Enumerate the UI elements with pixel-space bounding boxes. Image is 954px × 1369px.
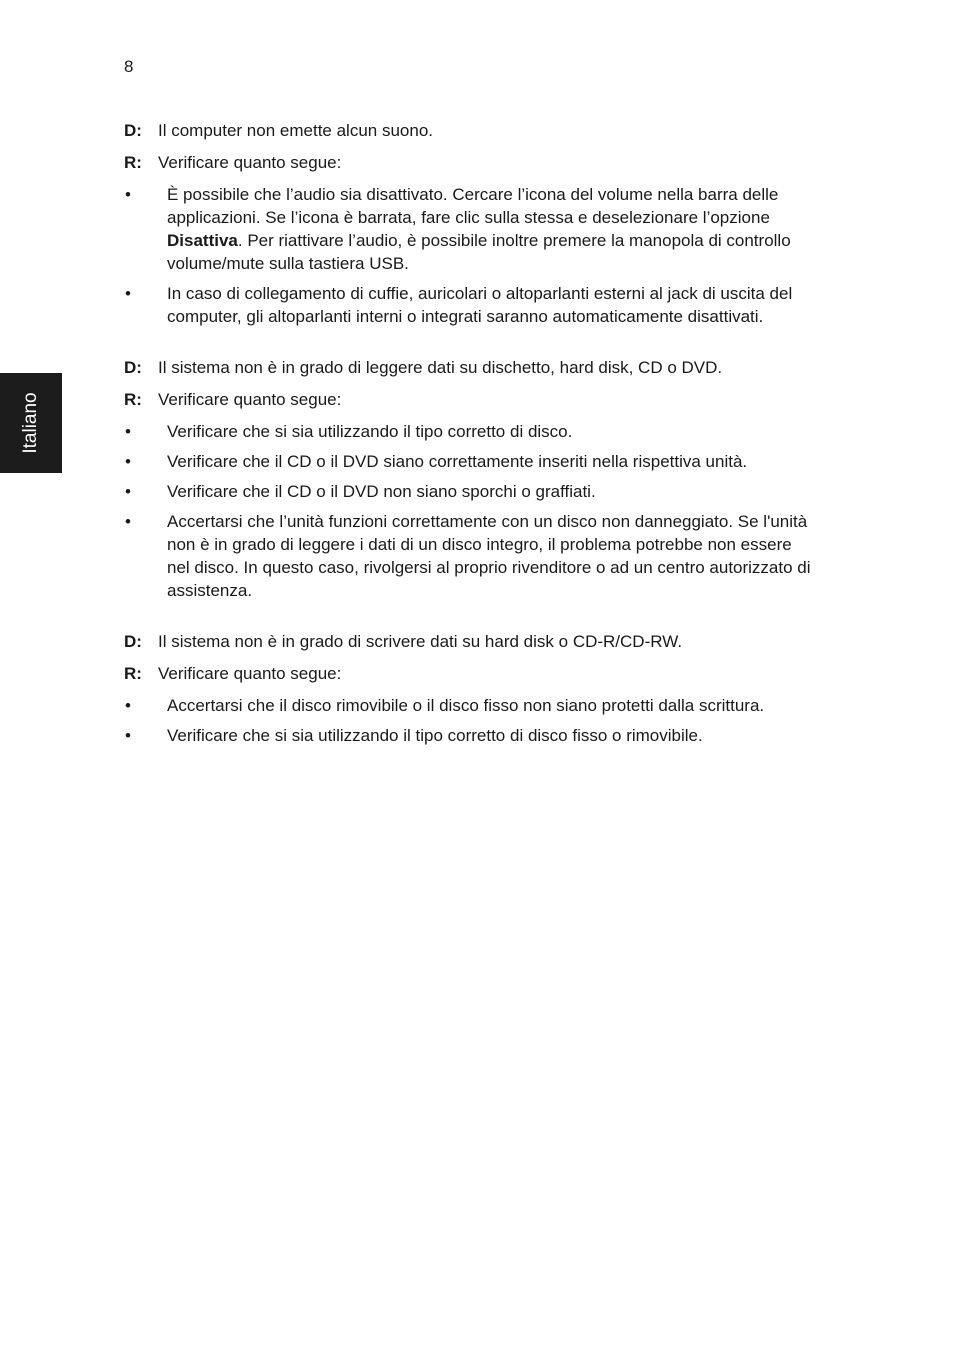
bullet-icon: •	[125, 452, 131, 471]
faq-content	[124, 119, 814, 775]
page-number: 8	[124, 57, 134, 76]
question-tag: D:	[124, 632, 142, 651]
answer-text: Verificare quanto segue:	[158, 390, 342, 409]
bullet-text: Verificare che si sia utilizzando il tipo corretto di disco.	[167, 422, 573, 441]
bullet-text: Verificare che il CD o il DVD non siano sporchi o graffiati.	[167, 482, 596, 501]
question-text: Il computer non emette alcun suono.	[158, 121, 433, 140]
question-tag: D:	[124, 358, 142, 377]
bullet-list	[124, 694, 814, 747]
question-line	[124, 356, 814, 379]
list-item	[124, 282, 814, 328]
bullet-icon: •	[125, 512, 131, 531]
bullet-text: In caso di collegamento di cuffie, auricolari o altoparlanti esterni al jack di uscita del computer, gli altoparlanti interni o integrati saranno automaticamente disattivati.	[167, 284, 793, 326]
bullet-icon: •	[125, 696, 131, 715]
qa-section-read-disc	[124, 356, 814, 602]
question-line	[124, 119, 814, 142]
question-text: Il sistema non è in grado di scrivere dati su hard disk o CD-R/CD-RW.	[158, 632, 683, 651]
bullet-list	[124, 420, 814, 602]
answer-text: Verificare quanto segue:	[158, 153, 342, 172]
bullet-text: Verificare che si sia utilizzando il tipo corretto di disco fisso o rimovibile.	[167, 726, 703, 745]
question-text: Il sistema non è in grado di leggere dati su dischetto, hard disk, CD o DVD.	[158, 358, 723, 377]
bold-option-name: Disattiva	[167, 231, 238, 250]
list-item	[124, 480, 814, 503]
list-item	[124, 724, 814, 747]
answer-text: Verificare quanto segue:	[158, 664, 342, 683]
list-item	[124, 183, 814, 275]
answer-line	[124, 151, 814, 174]
side-tab-label: Italiano	[20, 392, 41, 454]
answer-line	[124, 388, 814, 411]
bullet-icon: •	[125, 185, 131, 204]
bullet-text-part: È possibile che l’audio sia disattivato. Cercare l’icona del volume nella barra delle applicazioni. Se l’icona è barrata, fare clic sulla stessa e deselezionare l’opzione	[167, 185, 779, 227]
answer-tag: R:	[124, 153, 142, 172]
question-tag: D:	[124, 121, 142, 140]
bullet-icon: •	[125, 726, 131, 745]
list-item	[124, 420, 814, 443]
bullet-list	[124, 183, 814, 328]
bullet-text: Accertarsi che l’unità funzioni correttamente con un disco non danneggiato. Se l'unità non è in grado di leggere i dati di un disco integro, il problema potrebbe non essere nel disco. In questo caso, rivolgersi al proprio rivenditore o ad un centro autorizzato di assistenza.	[167, 512, 811, 600]
bullet-icon: •	[125, 422, 131, 441]
list-item	[124, 694, 814, 717]
bullet-icon: •	[125, 284, 131, 303]
answer-tag: R:	[124, 390, 142, 409]
answer-line	[124, 662, 814, 685]
list-item	[124, 450, 814, 473]
qa-section-audio	[124, 119, 814, 328]
qa-section-write-disc	[124, 630, 814, 747]
language-side-tab	[0, 373, 62, 473]
list-item	[124, 510, 814, 602]
bullet-icon: •	[125, 482, 131, 501]
bullet-text: Accertarsi che il disco rimovibile o il disco fisso non siano protetti dalla scrittura.	[167, 696, 765, 715]
answer-tag: R:	[124, 664, 142, 683]
bullet-text-part: . Per riattivare l’audio, è possibile inoltre premere la manopola di controllo volume/mute sulla tastiera USB.	[167, 231, 791, 273]
bullet-text	[167, 183, 814, 275]
question-line	[124, 630, 814, 653]
bullet-text: Verificare che il CD o il DVD siano correttamente inseriti nella rispettiva unità.	[167, 452, 748, 471]
